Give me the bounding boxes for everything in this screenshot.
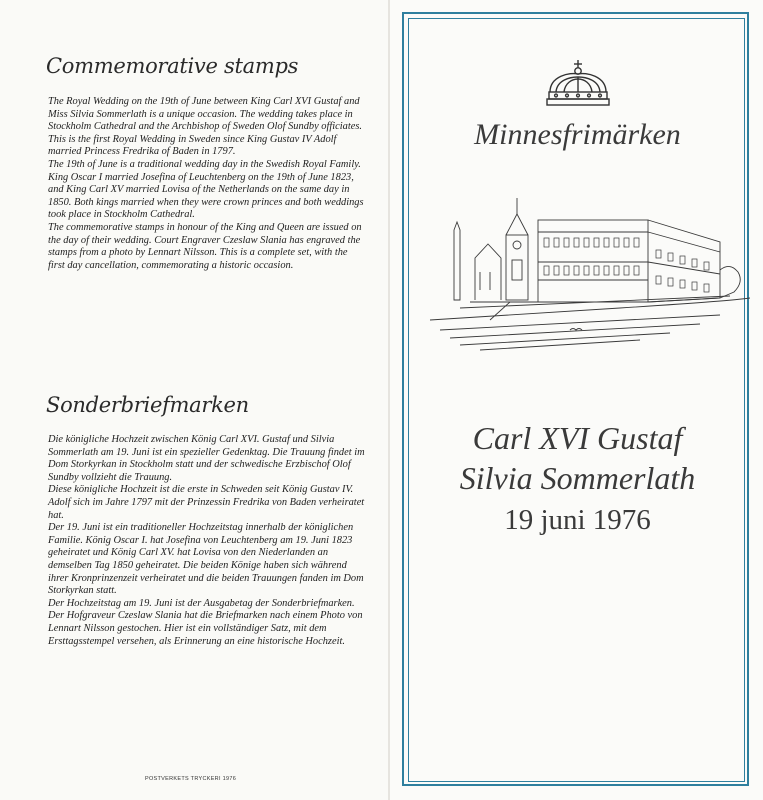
crown-icon	[542, 58, 614, 108]
english-paragraph: This is the first Royal Wedding in Sweden since King Gustav IV Adolf married Princess Fredrika of Baden in 1797.	[48, 133, 337, 158]
english-heading: Commemorative stamps	[46, 54, 299, 78]
wedding-date: 19 juni 1976	[504, 504, 651, 536]
right-panel	[390, 0, 763, 800]
english-paragraph: The 19th of June is a traditional wedding day in the Swedish Royal Family. King Oscar I married Josefina of Leuchtenberg on the 19th of June 1823, and King Carl XV married Lovisa of the Netherlands on the same day in 1850. Both kings married when they were crown princes and both weddings took place in Stockholm Cathedral.	[48, 158, 364, 221]
german-body	[48, 434, 366, 648]
palace-engraving-illustration	[420, 180, 750, 360]
english-paragraph: The commemorative stamps in honour of the King and Queen are issued on the day of their wedding. Court Engraver Czeslaw Slania has engraved the stamps from a photo by Lennart Nilsson. This is a complete set, with the first day cancellation, commemorating a historic occasion.	[48, 221, 362, 271]
german-paragraph: Diese königliche Hochzeit ist die erste in Schweden seit König Gustav IV. Adolf sich im Jahre 1797 mit der Prinzessin Fredrika von Baden verheiratet hat.	[48, 484, 365, 521]
german-paragraph: Die königliche Hochzeit zwischen König Carl XVI. Gustaf und Silvia Sommerlath am 19. Juni ist ein spezieller Gedenktag. Die Trauung findet im Dom Storkyrkan in Stockholm statt und der schwedische Erzbischof Olof Sundby vollzieht die Trauung.	[48, 434, 365, 483]
german-paragraph: Der Hochzeitstag am 19. Juni ist der Ausgabetag der Sonderbriefmarken. Der Hofgraveur Czeslaw Slania hat die Briefmarken nach einem Photo von Lennart Nilsson gestochen. Hier ist ein vollständiger Satz, mit dem Ersttagsstempel versehen, als Erinnerung an eine historische Hochzeit.	[48, 597, 363, 647]
english-body	[48, 96, 366, 272]
german-paragraph: Der 19. Juni ist ein traditioneller Hochzeitstag innerhalb der königlichen Familie. König Oscar I. hat Josefina von Leuchtenberg am 19. Juni 1823 geheiratet und König Carl XV. hat Lovisa von den Niederlanden an demselben Tag 1850 geheiratet. Die beiden Könige haben sich während ihrer Kronprinzenzeit verheiratet und die beiden Trauungen fanden im Dom Storkyrkan statt.	[48, 522, 364, 597]
main-title: Minnesfrimärken	[474, 118, 681, 151]
names-line-king: Carl XVI Gustaf	[472, 420, 683, 456]
printer-credit: POSTVERKETS TRYCKERI 1976	[145, 776, 237, 782]
german-heading: Sonderbriefmarken	[46, 393, 249, 417]
names-line-queen: Silvia Sommerlath	[459, 460, 696, 496]
english-paragraph: The Royal Wedding on the 19th of June between King Carl XVI Gustaf and Miss Silvia Sommerlath is a unique occasion. The wedding takes place in Stockholm Cathedral and the Archbishop of Sweden Olof Sundby officiates.	[48, 96, 362, 133]
